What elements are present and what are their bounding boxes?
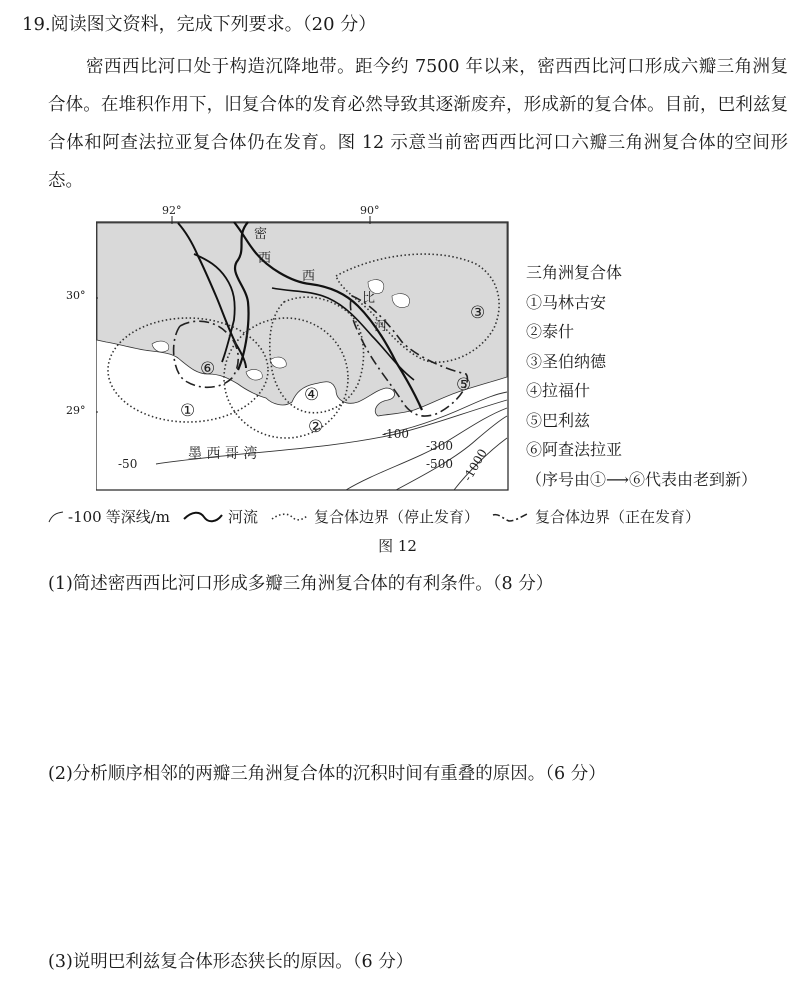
dashdot-boundary-symbol <box>491 511 531 523</box>
legend-isobath-value: -100 <box>68 507 102 526</box>
legend-river <box>182 506 258 527</box>
subquestion-3: (3)说明巴利兹复合体形态狭长的原因。（6 分） <box>48 952 414 972</box>
legend-item: ①马林古安 <box>526 292 607 312</box>
legend-item: ②泰什 <box>526 322 575 341</box>
complex-marker-3: ③ <box>470 303 486 323</box>
legend-note: （序号由①⟶⑥代表由老到新） <box>526 469 757 489</box>
complex-marker-2: ② <box>308 417 324 437</box>
legend-isobath <box>48 506 170 527</box>
isobath-label: -100 <box>382 427 409 441</box>
legend-active <box>491 506 700 527</box>
figure-caption: 图 12 <box>378 537 417 555</box>
complex-marker-4: ④ <box>304 385 320 405</box>
legend-isobath-label: 等深线/m <box>105 508 170 526</box>
gulf-label: 墨 西 哥 湾 <box>188 446 258 462</box>
lon-label-90: 90° <box>360 204 380 217</box>
legend-item: ⑥阿查法拉亚 <box>526 440 623 459</box>
isobath-label: -50 <box>118 457 138 471</box>
isobath-symbol <box>48 511 64 523</box>
legend-active-label: 复合体边界（正在发育） <box>535 508 701 526</box>
lon-label-92: 92° <box>162 204 182 217</box>
legend-river-label: 河流 <box>227 508 258 526</box>
legend-stopped <box>270 506 479 527</box>
legend-item: ③圣伯纳德 <box>526 351 607 371</box>
river-label-char: 西 <box>302 269 316 284</box>
isobath-label: -1000 <box>460 446 490 484</box>
legend-item: ④拉福什 <box>526 381 591 400</box>
map-legend <box>48 506 706 527</box>
complex-marker-1: ① <box>180 401 196 421</box>
legend-title: 三角洲复合体 <box>526 263 623 282</box>
river-label-char: 西 <box>258 251 272 266</box>
question-heading <box>22 10 376 36</box>
river-label-char: 密 <box>254 227 268 242</box>
complex-marker-6: ⑥ <box>200 359 216 379</box>
lat-label-29: 29° <box>66 404 86 417</box>
complex-legend <box>526 258 757 494</box>
question-number: 19. <box>22 14 51 35</box>
subquestion-1: (1)简述密西西比河口形成多瓣三角洲复合体的有利条件。（8 分） <box>48 574 554 594</box>
river-symbol <box>182 511 224 523</box>
isobath-label: -300 <box>426 439 453 453</box>
delta-map <box>96 202 516 502</box>
question-title: 阅读图文资料，完成下列要求。（20 分） <box>50 14 377 35</box>
complex-marker-5: ⑤ <box>456 375 472 395</box>
dotted-boundary-symbol <box>270 511 310 523</box>
legend-stopped-label: 复合体边界（停止发育） <box>314 508 480 526</box>
material-paragraph <box>48 48 788 200</box>
material-text: 密西西比河口处于构造沉降地带。距今约 7500 年以来，密西西比河口形成六瓣三角洲复合体。在堆积作用下，旧复合体的发育必然导致其逐渐废弃，形成新的复合体。目前，巴利兹复合体和阿查法拉亚复合体仍在发育。图 12 示意当前密西西比河口六瓣三角洲复合体的空间形态。 <box>48 57 788 191</box>
lat-label-30: 30° <box>66 289 86 302</box>
subquestion-2: (2)分析顺序相邻的两瓣三角洲复合体的沉积时间有重叠的原因。（6 分） <box>48 764 606 784</box>
isobath-label: -500 <box>426 457 453 471</box>
river-label-char: 河 <box>374 319 388 334</box>
river-label-char: 比 <box>362 291 376 306</box>
legend-item: ⑤巴利兹 <box>526 410 591 430</box>
